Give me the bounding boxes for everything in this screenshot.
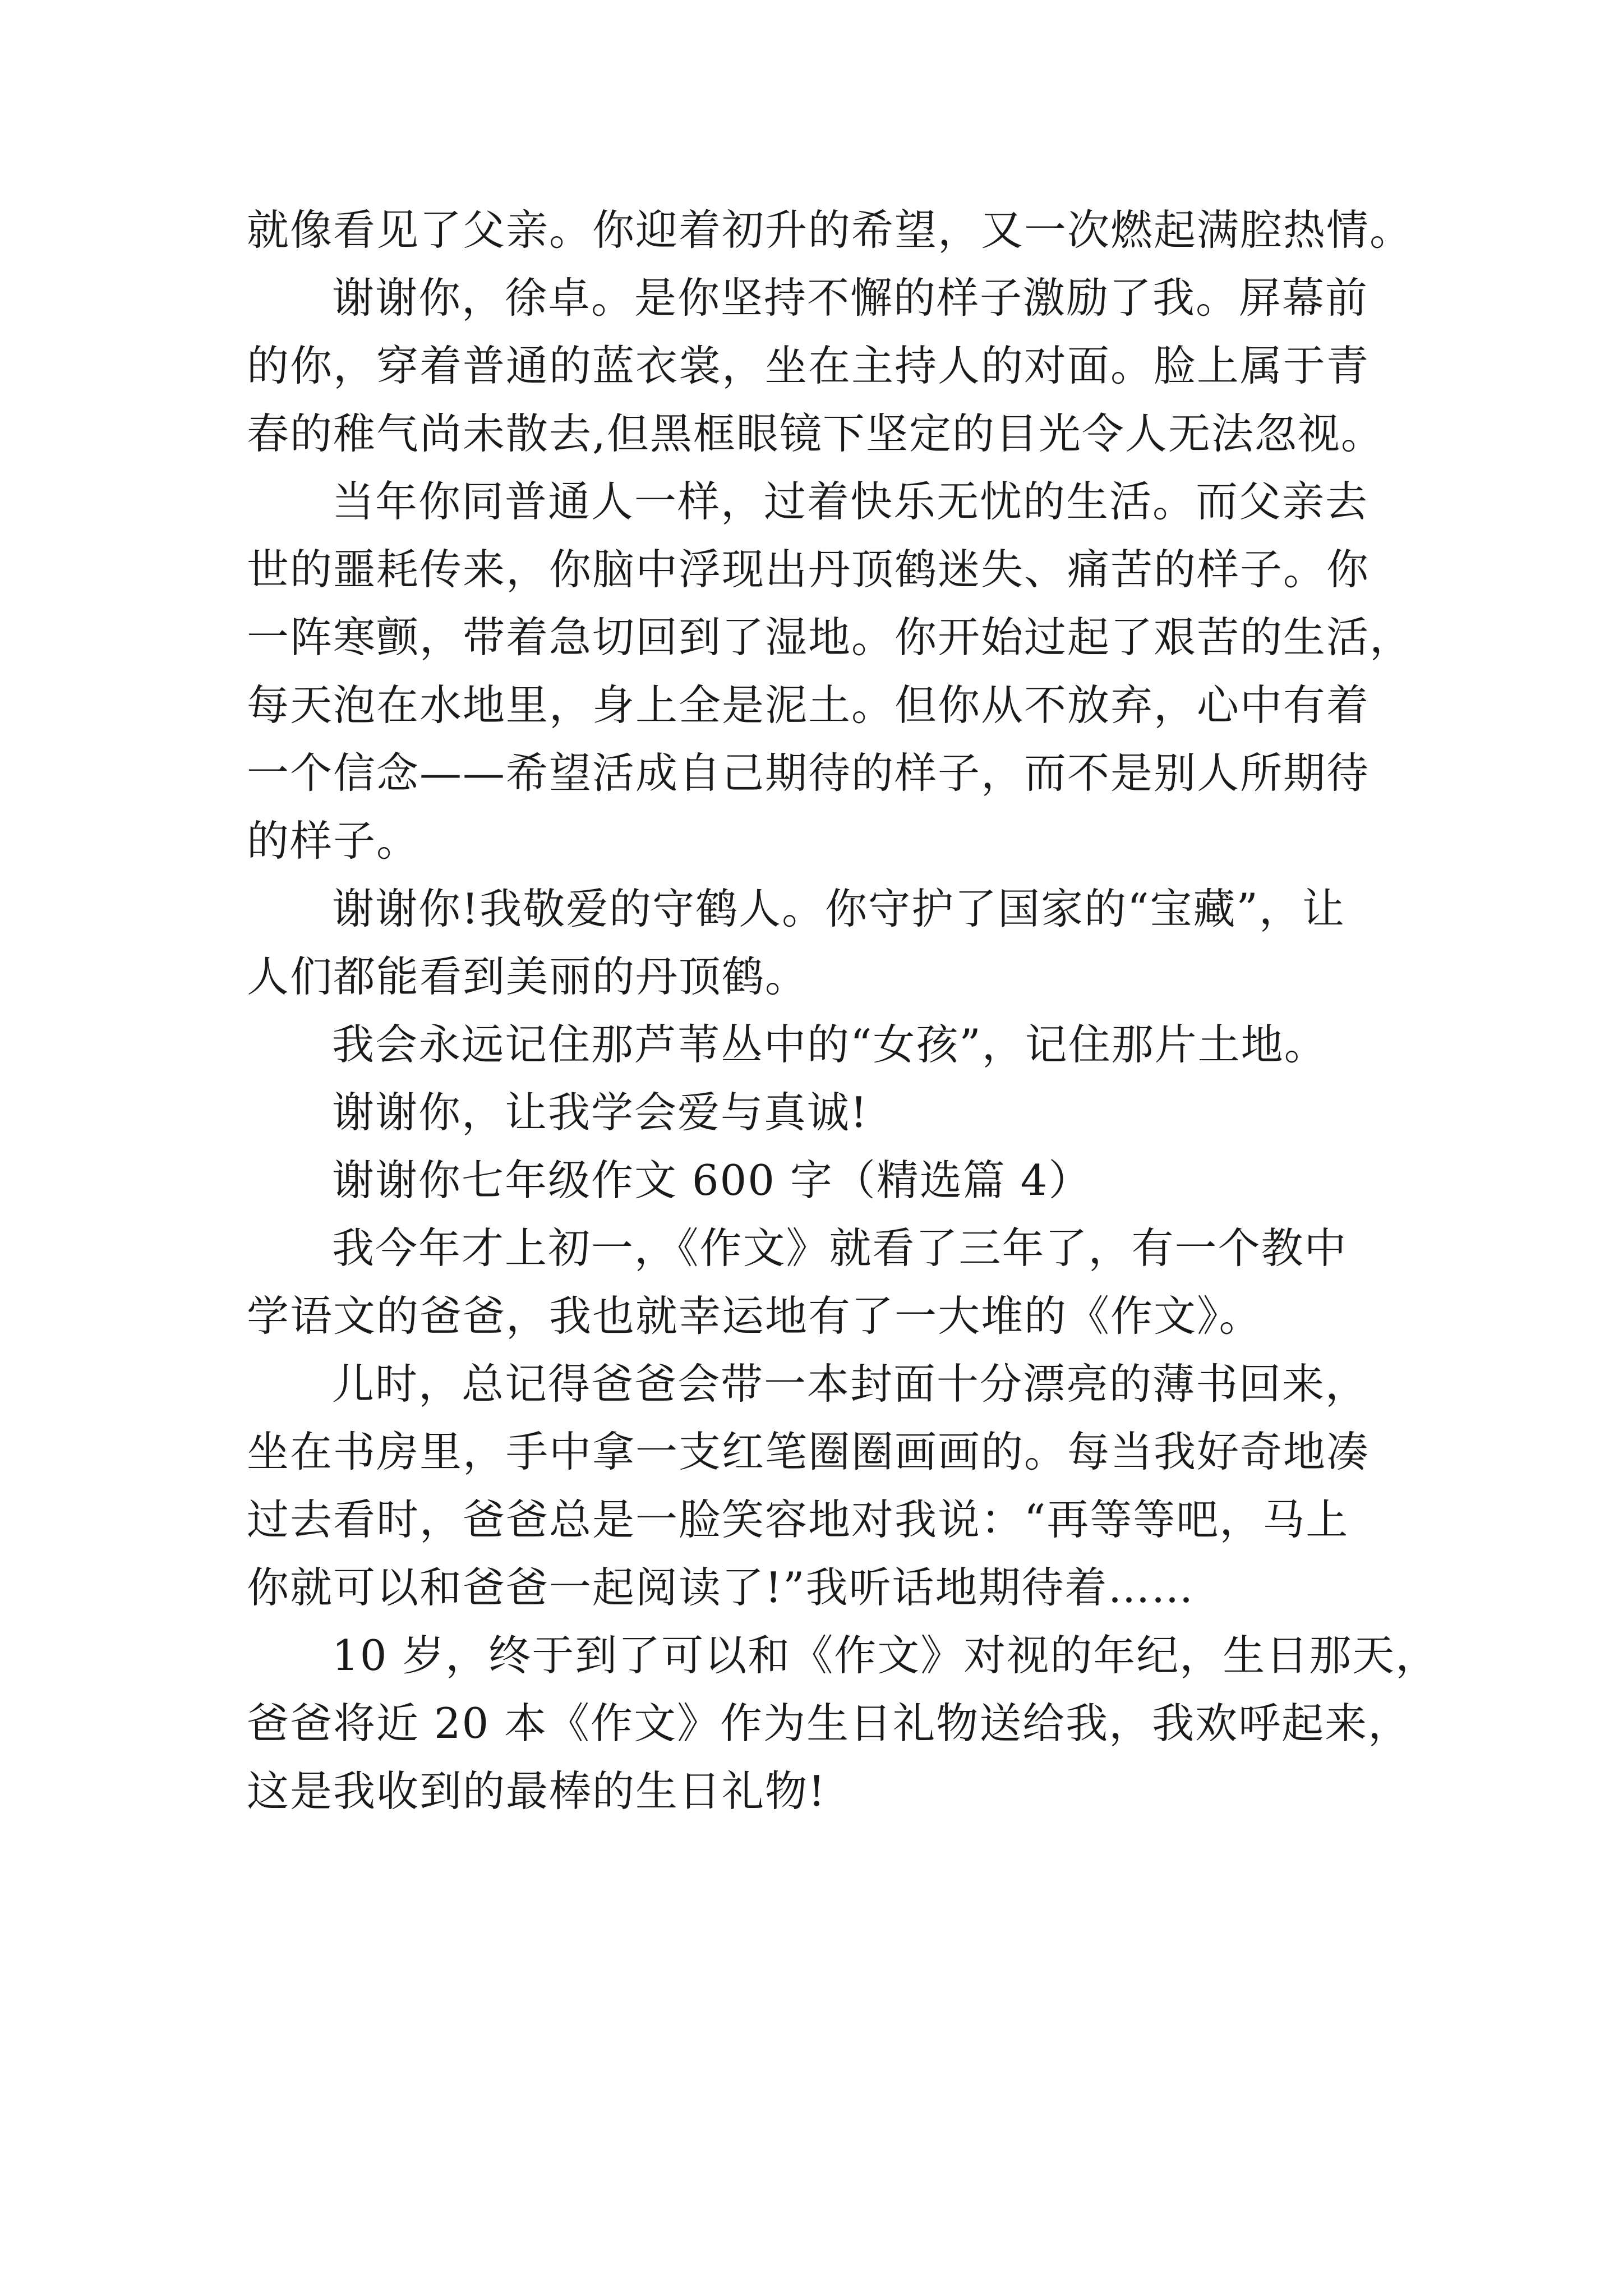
text-line: 就像看见了父亲。你迎着初升的希望，又一次燃起满腔热情。: [247, 205, 1413, 255]
text-line: 谢谢你七年级作文 600 字（精选篇 4）: [332, 1156, 1092, 1205]
text-line: 每天泡在水地里，身上全是泥土。但你从不放弃，心中有着: [247, 680, 1370, 730]
text-line: 爸爸将近 20 本《作文》作为生日礼物送给我，我欢呼起来，: [247, 1699, 1412, 1748]
text-line: 坐在书房里，手中拿一支红笔圈圈画画的。每当我好奇地凑: [247, 1427, 1370, 1476]
text-line: 你就可以和爸爸一起阅读了!”我听话地期待着……: [247, 1563, 1195, 1612]
text-line: 10 岁，终于到了可以和《作文》对视的年纪，生日那天，: [332, 1631, 1439, 1680]
text-line: 世的噩耗传来，你脑中浮现出丹顶鹤迷失、痛苦的样子。你: [247, 545, 1370, 594]
text-line: 谢谢你，徐卓。是你坚持不懈的样子激励了我。屏幕前: [332, 273, 1369, 323]
text-line: 人们都能看到美丽的丹顶鹤。: [247, 952, 809, 1001]
text-line: 我会永远记住那芦苇丛中的“女孩”，记住那片土地。: [332, 1020, 1327, 1069]
text-line: 这是我收到的最棒的生日礼物!: [247, 1766, 827, 1816]
text-line: 的样子。: [247, 816, 420, 866]
text-line: 谢谢你，让我学会爱与真诚!: [332, 1088, 869, 1137]
text-line: 的你，穿着普通的蓝衣裳，坐在主持人的对面。脸上属于青: [247, 341, 1370, 390]
text-line: 过去看时，爸爸总是一脸笑容地对我说：“再等等吧，马上: [247, 1495, 1349, 1544]
text-line: 谢谢你!我敬爱的守鹤人。你守护了国家的“宝藏”，让: [332, 884, 1345, 933]
text-line: 儿时，总记得爸爸会带一本封面十分漂亮的薄书回来，: [332, 1359, 1369, 1409]
text-line: 一阵寒颤，带着急切回到了湿地。你开始过起了艰苦的生活，: [247, 613, 1413, 662]
text-line: 当年你同普通人一样，过着快乐无忧的生活。而父亲去: [332, 477, 1369, 526]
essay-body: [247, 196, 1439, 1825]
text-line: 我今年才上初一，《作文》就看了三年了，有一个教中: [332, 1223, 1348, 1273]
text-line: 一个信念——希望活成自己期待的样子，而不是别人所期待: [247, 748, 1370, 798]
text-line: 春的稚气尚未散去,但黑框眼镜下坚定的目光令人无法忽视。: [247, 409, 1384, 458]
text-line: 学语文的爸爸，我也就幸运地有了一大堆的《作文》。: [247, 1291, 1262, 1341]
